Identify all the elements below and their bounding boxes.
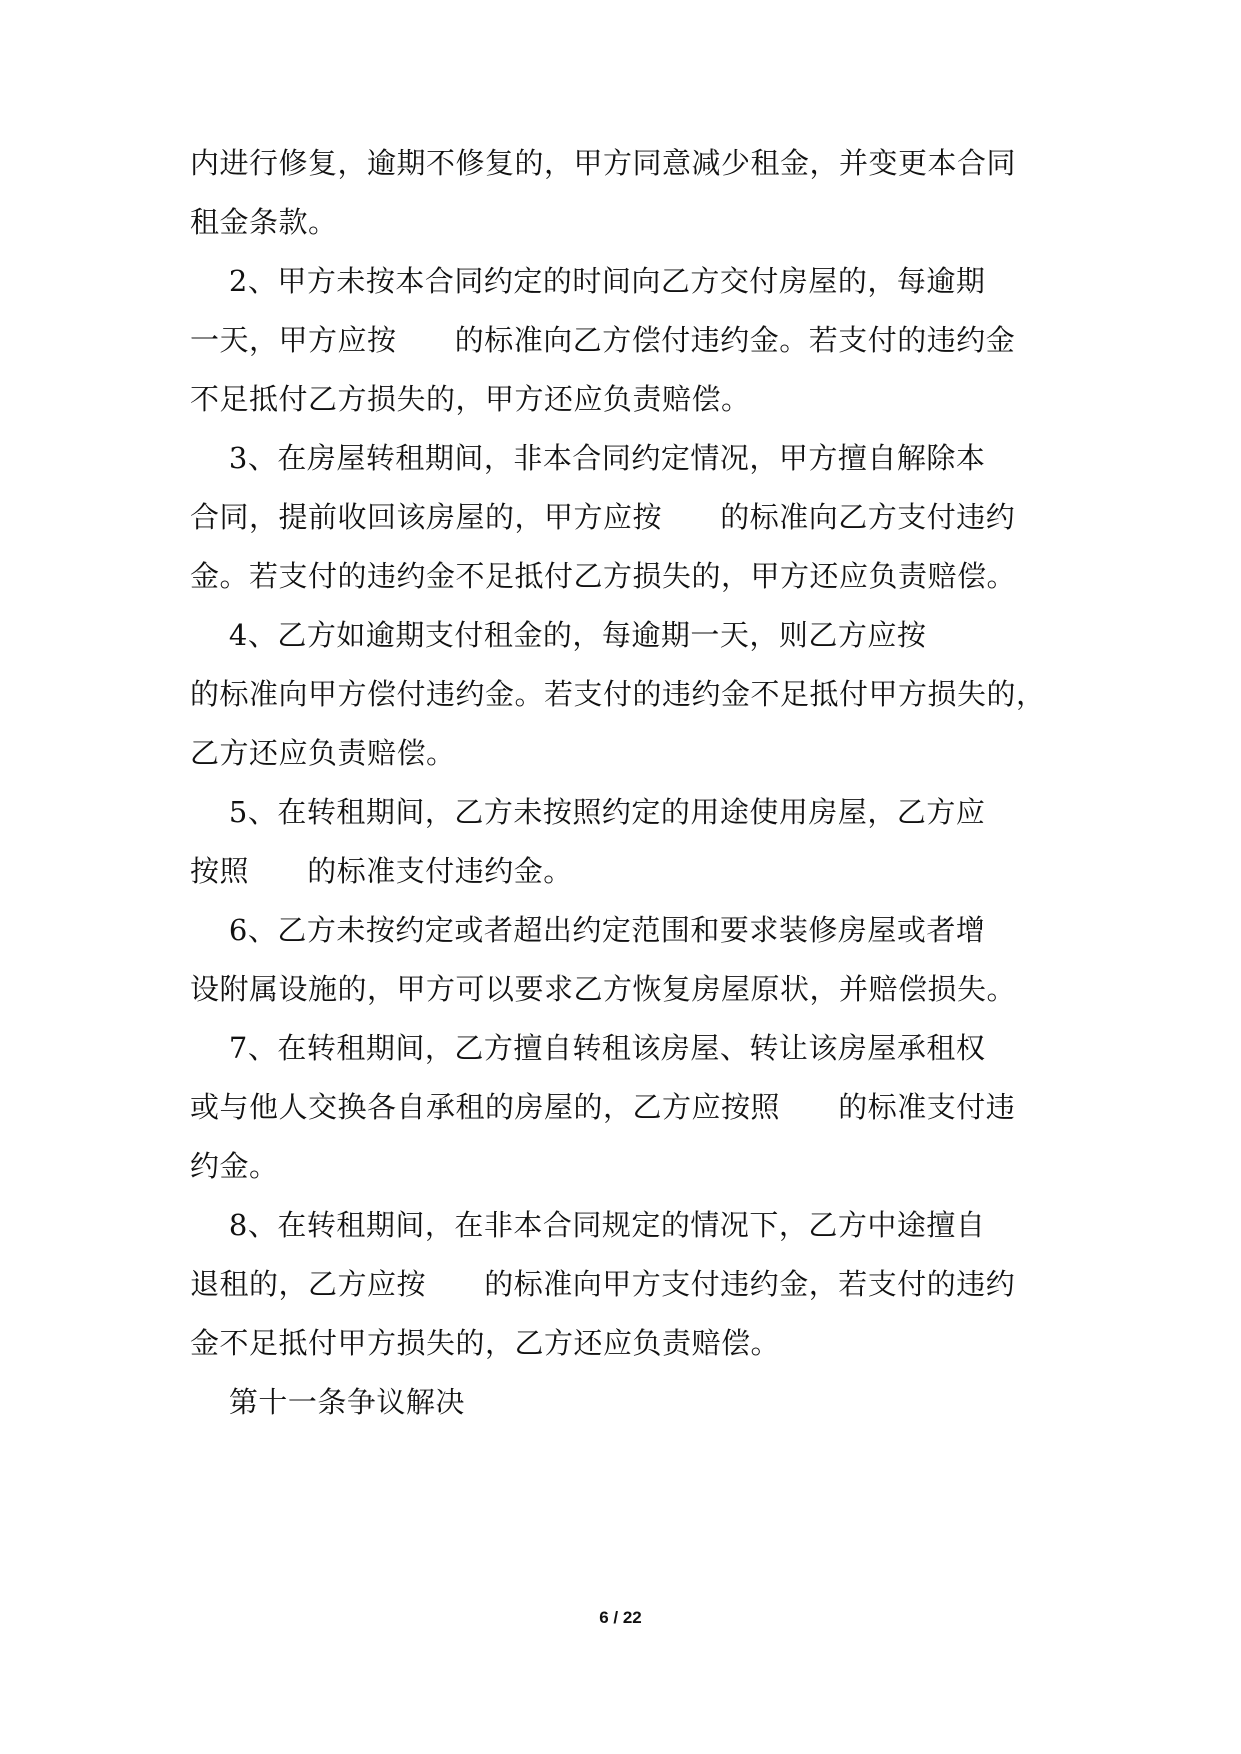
text-line: 3、在房屋转租期间，非本合同约定情况，甲方擅自解除本 (190, 441, 986, 475)
text-line: 乙方还应负责赔偿。 (190, 736, 456, 770)
text-line: 按照 的标准支付违约金。 (190, 854, 573, 888)
text-line: 金。若支付的违约金不足抵付乙方损失的，甲方还应负责赔偿。 (190, 559, 1017, 593)
text-line: 退租的，乙方应按 的标准向甲方支付违约金，若支付的违约 (190, 1267, 1016, 1301)
text-line: 8、在转租期间，在非本合同规定的情况下，乙方中途擅自 (190, 1208, 986, 1242)
text-line: 租金条款。 (190, 205, 338, 239)
text-line: 合同，提前收回该房屋的，甲方应按 的标准向乙方支付违约 (190, 500, 1016, 534)
text-line: 约金。 (190, 1149, 279, 1183)
text-line: 6、乙方未按约定或者超出约定范围和要求装修房屋或者增 (190, 913, 986, 947)
text-line: 的标准向甲方偿付违约金。若支付的违约金不足抵付甲方损失的， (190, 677, 1046, 711)
text-line: 2、甲方未按本合同约定的时间向乙方交付房屋的，每逾期 (190, 264, 986, 298)
text-line: 或与他人交换各自承租的房屋的，乙方应按照 的标准支付违 (190, 1090, 1016, 1124)
text-line: 不足抵付乙方损失的，甲方还应负责赔偿。 (190, 382, 751, 416)
text-line: 4、乙方如逾期支付租金的，每逾期一天，则乙方应按 (190, 618, 927, 652)
text-line: 内进行修复，逾期不修复的，甲方同意减少租金，并变更本合同 (190, 146, 1017, 180)
text-line: 7、在转租期间，乙方擅自转租该房屋、转让该房屋承租权 (190, 1031, 986, 1065)
text-line: 金不足抵付甲方损失的，乙方还应负责赔偿。 (190, 1326, 781, 1360)
page-number: 6 / 22 (599, 1608, 642, 1627)
section-heading: 第十一条争议解决 (190, 1385, 465, 1419)
text-line: 5、在转租期间，乙方未按照约定的用途使用房屋，乙方应 (190, 795, 986, 829)
text-line: 一天，甲方应按 的标准向乙方偿付违约金。若支付的违约金 (190, 323, 1016, 357)
text-line: 设附属设施的，甲方可以要求乙方恢复房屋原状，并赔偿损失。 (190, 972, 1017, 1006)
